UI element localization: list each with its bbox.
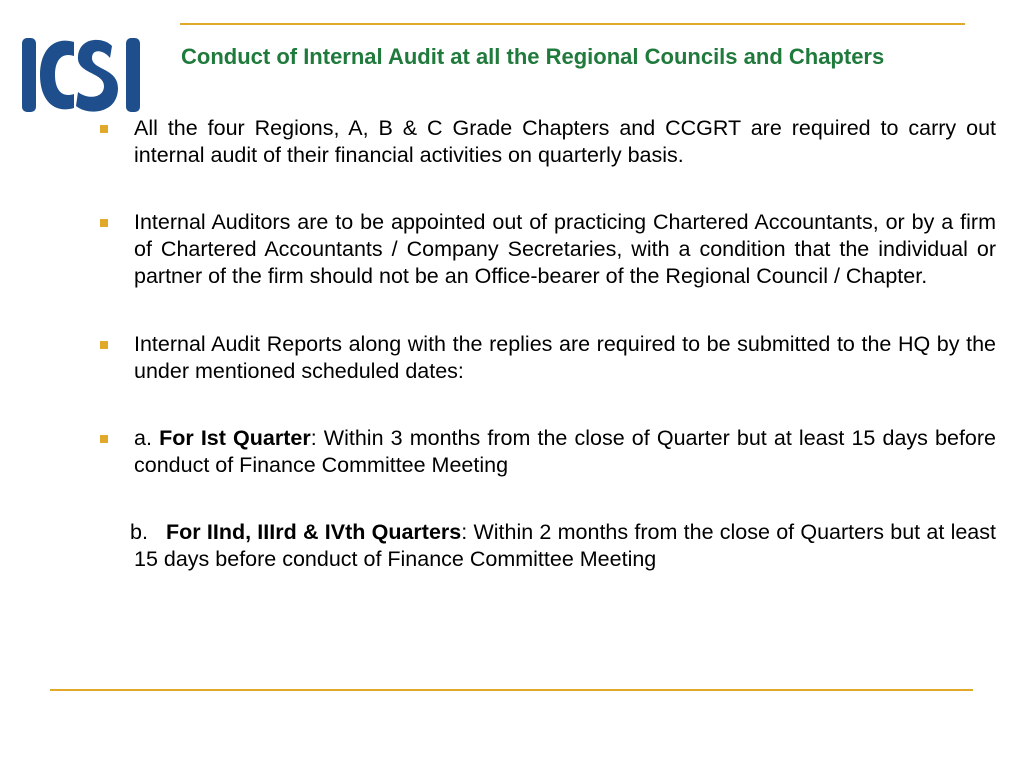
subitem-text: : Within 2 months from the close of Quarters but at least 15 days before conduct of Finance Committee Meeting <box>134 520 996 571</box>
bullet-square-icon <box>100 435 108 443</box>
top-divider <box>180 23 965 25</box>
bullet-square-icon <box>100 341 108 349</box>
bullet-item <box>96 115 996 169</box>
subitem-prefix: b. <box>130 520 148 544</box>
bullet-text: Internal Audit Reports along with the replies are required to be submitted to the HQ by the under mentioned scheduled dates: <box>134 332 996 383</box>
bullet-item <box>96 331 996 385</box>
bottom-divider <box>50 689 973 691</box>
bullet-list <box>96 115 996 573</box>
bullet-square-icon <box>100 219 108 227</box>
bullet-square-icon <box>100 125 108 133</box>
bullet-text: All the four Regions, A, B & C Grade Chapters and CCGRT are required to carry out internal audit of their financial activities on quarterly basis. <box>134 116 996 167</box>
subitem-heading: For IInd, IIIrd & IVth Quarters <box>166 520 462 544</box>
bullet-heading: For Ist Quarter <box>159 426 311 450</box>
bullet-item <box>96 209 996 290</box>
bullet-prefix: a. <box>134 426 160 450</box>
page-title: Conduct of Internal Audit at all the Regional Councils and Chapters <box>181 44 885 69</box>
bullet-text: : Within 3 months from the close of Quarter but at least 15 days before conduct of Finance Committee Meeting <box>134 426 996 477</box>
bullet-item <box>96 425 996 479</box>
icsi-logo-icon <box>18 28 152 122</box>
bullet-text: Internal Auditors are to be appointed out of practicing Chartered Accountants, or by a firm of Chartered Accountants / Company Secretaries, with a condition that the individual or partner of the firm should not be an Office-bearer of the Regional Council / Chapter. <box>134 210 996 288</box>
sub-item <box>96 519 996 573</box>
